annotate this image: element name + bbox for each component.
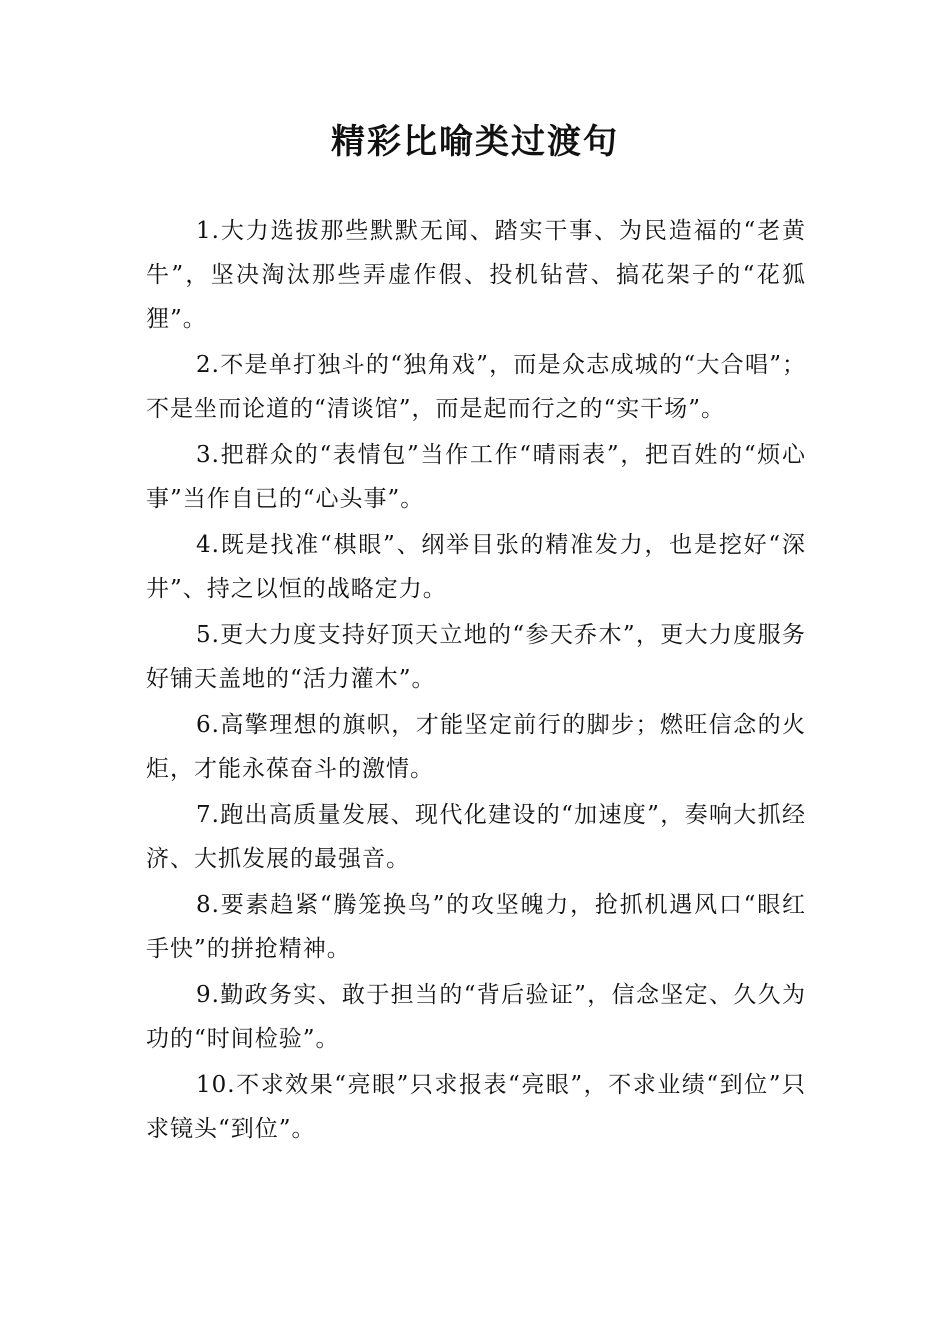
list-item-text: 3.把群众的“表情包”当作工作“晴雨表”，把百姓的“烦心事”当作自已的“心头事”。 bbox=[146, 442, 806, 512]
list-item-text: 7.跑出高质量发展、现代化建设的“加速度”，奏响大抓经济、大抓发展的最强音。 bbox=[146, 802, 806, 872]
list-item bbox=[146, 343, 806, 431]
list-item bbox=[146, 523, 806, 611]
list-item bbox=[146, 973, 806, 1061]
list-item-text: 9.勤政务实、敢于担当的“背后验证”，信念坚定、久久为功的“时间检验”。 bbox=[146, 982, 806, 1052]
sentence-list bbox=[146, 209, 806, 1153]
document-title: 精彩比喻类过渡句 bbox=[331, 122, 619, 162]
list-item-text: 2.不是单打独斗的“独角戏”，而是众志成城的“大合唱”；不是坐而论道的“清谈馆”，而是起而行之的“实干场”。 bbox=[146, 352, 806, 422]
list-item bbox=[146, 613, 806, 701]
list-item-text: 1.大力选拔那些默默无闻、踏实干事、为民造福的“老黄牛”，坚决淘汰那些弄虚作假、投机钻营、搞花架子的“花狐狸”。 bbox=[146, 218, 806, 332]
list-item bbox=[146, 433, 806, 521]
list-item-text: 5.更大力度支持好顶天立地的“参天乔木”，更大力度服务好铺天盖地的“活力灌木”。 bbox=[146, 622, 806, 692]
list-item-text: 8.要素趋紧“腾笼换鸟”的攻坚魄力，抢抓机遇风口“眼红手快”的拼抢精神。 bbox=[146, 892, 806, 962]
list-item bbox=[146, 883, 806, 971]
list-item-text: 10.不求效果“亮眼”只求报表“亮眼”，不求业绩“到位”只求镜头“到位”。 bbox=[146, 1072, 806, 1142]
list-item bbox=[146, 209, 806, 341]
list-item bbox=[146, 703, 806, 791]
list-item bbox=[146, 793, 806, 881]
list-item bbox=[146, 1063, 806, 1151]
list-item-text: 4.既是找准“棋眼”、纲举目张的精准发力，也是挖好“深井”、持之以恒的战略定力。 bbox=[146, 532, 806, 602]
list-item-text: 6.高擎理想的旗帜，才能坚定前行的脚步；燃旺信念的火炬，才能永葆奋斗的激情。 bbox=[146, 712, 806, 782]
